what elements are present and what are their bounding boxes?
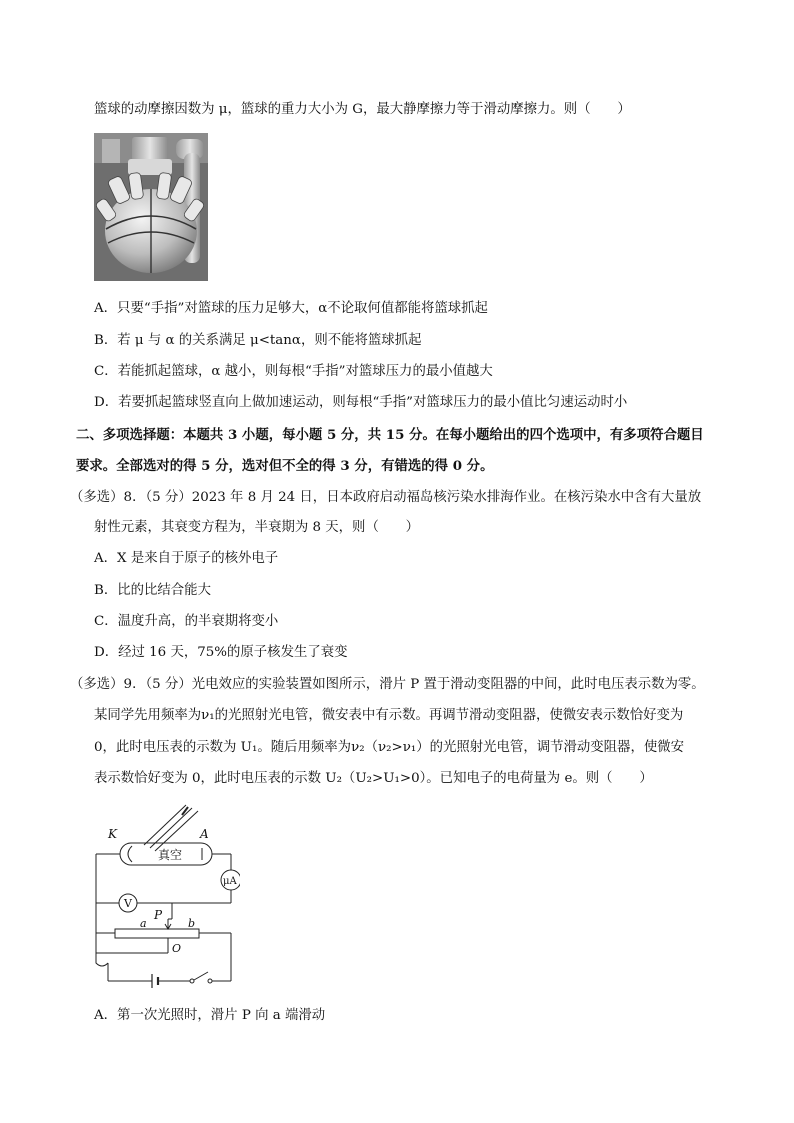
- q9-stem-line4: 表示数恰好变为 0，此时电压表的示数 U₂（U₂>U₁>0）。已知电子的电荷量为 e。则（ ）: [94, 771, 653, 786]
- label-p: P: [154, 908, 163, 922]
- photo-drawing: [94, 133, 208, 281]
- switch-contact-right: [208, 979, 212, 983]
- q8-option-c: C．温度升高，的半衰期将变小: [94, 614, 279, 629]
- q7-option-c: C．若能抓起篮球，α 越小，则每根“手指”对篮球压力的最小值越大: [94, 364, 493, 379]
- light-beam-2: [150, 808, 192, 848]
- switch-contact-left: [190, 979, 194, 983]
- q8-stem-line1: （多选）8．（5 分）2023 年 8 月 24 日，日本政府启动福岛核污染水排海作业。在核污染水中含有大量放: [70, 490, 702, 505]
- q9-stem-line2: 某同学先用频率为ν₁的光照射光电管，微安表中有示数。再调节滑动变阻器，使微安表示数恰好变为: [94, 708, 684, 723]
- rheostat: [115, 929, 199, 938]
- photoelectric-circuit-diagram: [90, 803, 240, 993]
- label-o: O: [172, 942, 182, 955]
- label-microammeter: μA: [223, 876, 237, 887]
- wire-crossover: [96, 953, 108, 966]
- light-beam-1: [144, 805, 186, 845]
- label-a: A: [200, 827, 209, 841]
- q9-option-a: A．第一次光照时，滑片 P 向 a 端滑动: [94, 1008, 326, 1023]
- robot-gripper-basketball-photo: [94, 133, 208, 281]
- q8-option-a: A．X 是来自于原子的核外电子: [94, 551, 279, 566]
- q8-option-d: D．经过 16 天，75%的原子核发生了衰变: [94, 645, 348, 660]
- switch-blade: [194, 972, 208, 980]
- q7-option-b: B．若 μ 与 α 的关系满足 μ<tanα，则不能将篮球抓起: [94, 333, 422, 348]
- label-vacuum: 真空: [158, 848, 183, 862]
- q9-stem-line3: 0，此时电压表的示数为 U₁。随后用频率为ν₂（ν₂>ν₁）的光照射光电管，调节滑动变阻器，使微安: [94, 740, 685, 755]
- q7-option-d: D．若要抓起篮球竖直向上做加速运动，则每根“手指”对篮球压力的最小值比匀速运动时小: [94, 395, 628, 410]
- cathode-k: [128, 846, 132, 862]
- label-voltmeter: V: [124, 897, 132, 910]
- label-b-end: b: [188, 917, 196, 930]
- label-a-end: a: [140, 917, 147, 930]
- light-beam-3: [155, 811, 198, 851]
- q8-option-b: B．比的比结合能大: [94, 583, 211, 598]
- label-k: K: [108, 827, 117, 841]
- q8-stem-line2: 射性元素，其衰变方程为，半衰期为 8 天，则（ ）: [94, 520, 420, 535]
- section2-header-line2: 要求。全部选对的得 5 分，选对但不全的得 3 分，有错选的得 0 分。: [76, 458, 494, 474]
- q7-option-a: A．只要“手指”对篮球的压力足够大，α不论取何值都能将篮球抓起: [94, 301, 488, 316]
- q7-stem: 篮球的动摩擦因数为 μ，篮球的重力大小为 G，最大静摩擦力等于滑动摩擦力。则（ ）: [94, 102, 631, 117]
- section2-header-line1: 二、多项选择题：本题共 3 小题，每小题 5 分，共 15 分。在每小题给出的四个选项中，有多项符合题目: [76, 427, 704, 443]
- q9-stem-line1: （多选）9．（5 分）光电效应的实验装置如图所示，滑片 P 置于滑动变阻器的中间，此时电压表示数为零。: [70, 677, 705, 692]
